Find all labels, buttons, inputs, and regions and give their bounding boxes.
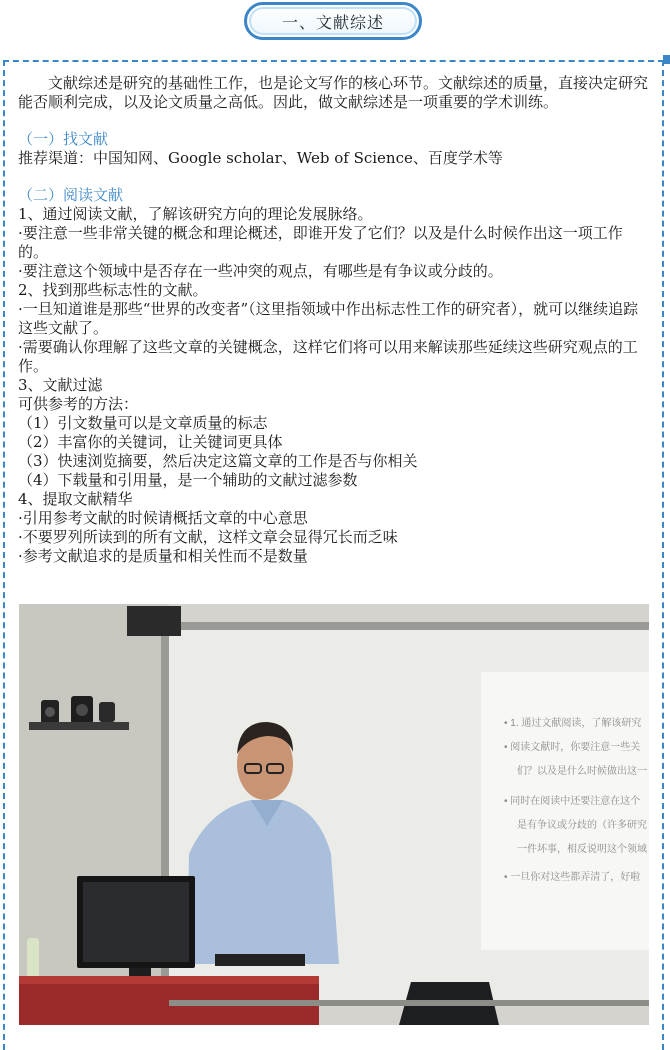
slide-line: • 一旦你对这些都弄清了，好啦 (504, 872, 641, 883)
read-line: ·要注意一些非常关键的概念和理论概述，即谁开发了它们？以及是什么时候作出这一项工作的。 (18, 224, 623, 261)
section-heading-find: （一）找文献 (18, 130, 109, 148)
read-line: ·需要确认你理解了这些文章的关键概念，这样它们将可以用来解读那些延续这些研究观点的工作。 (18, 338, 638, 375)
corner-marker (663, 55, 670, 64)
slide-line: • 1. 通过文献阅读，了解该研究 (504, 718, 642, 729)
intro-paragraph: 文献综述是研究的基础性工作，也是论文写作的核心环节。文献综述的质量，直接决定研究能否顺利完成，以及论文质量之高低。因此，做文献综述是一项重要的学术训练。 (18, 74, 649, 111)
read-line: （4）下载量和引用量，是一个辅助的文献过滤参数 (18, 471, 358, 489)
read-line: 4、提取文献精华 (18, 490, 133, 508)
slide-line: 们？以及是什么时候做出这一 (517, 766, 647, 777)
slide-line: 是有争议或分歧的（许多研究 (517, 820, 647, 831)
slide-line: • 同时在阅读中还要注意在这个 (504, 796, 641, 807)
read-line: （1）引文数量可以是文章质量的标志 (18, 414, 268, 432)
water-bottle (27, 938, 39, 978)
lecture-photo (19, 604, 649, 1025)
section-title-badge (244, 2, 422, 40)
read-line: ·引用参考文献的时候请概括文章的中心意思 (18, 509, 308, 527)
slide-line: 一件坏事，相反说明这个领域 (517, 844, 647, 855)
recommended-sources: 推荐渠道：中国知网、Google scholar、Web of Science、百度学术等 (18, 149, 503, 167)
section-heading-read: （二）阅读文献 (18, 186, 124, 204)
read-line: 2、找到那些标志性的文献。 (18, 281, 208, 299)
section-title: 一、文献综述 (281, 12, 384, 32)
article-body (18, 74, 650, 566)
read-line: ·参考文献追求的是质量和相关性而不是数量 (18, 547, 308, 565)
slide-line: • 阅读文献时，你要注意一些关 (504, 742, 641, 753)
read-line: （2）丰富你的关键词，让关键词更具体 (18, 433, 283, 451)
read-line: 3、文献过滤 (18, 376, 103, 394)
speaker-box (127, 606, 181, 636)
read-line: 可供参考的方法： (18, 395, 139, 413)
read-line: ·要注意这个领域中是否存在一些冲突的观点，有哪些是有争议或分歧的。 (18, 262, 503, 280)
read-line: ·一旦知道谁是那些“世界的改变者”（这里指领域中作出标志性工作的研究者），就可以继续追踪这些文献了。 (18, 300, 639, 337)
read-line: 1、通过阅读文献，了解该研究方向的理论发展脉络。 (18, 205, 373, 223)
read-line: （3）快速浏览摘要，然后决定这篇文章的工作是否与你相关 (18, 452, 418, 470)
read-line: ·不要罗列所读到的所有文献，这样文章会显得冗长而乏味 (18, 528, 398, 546)
